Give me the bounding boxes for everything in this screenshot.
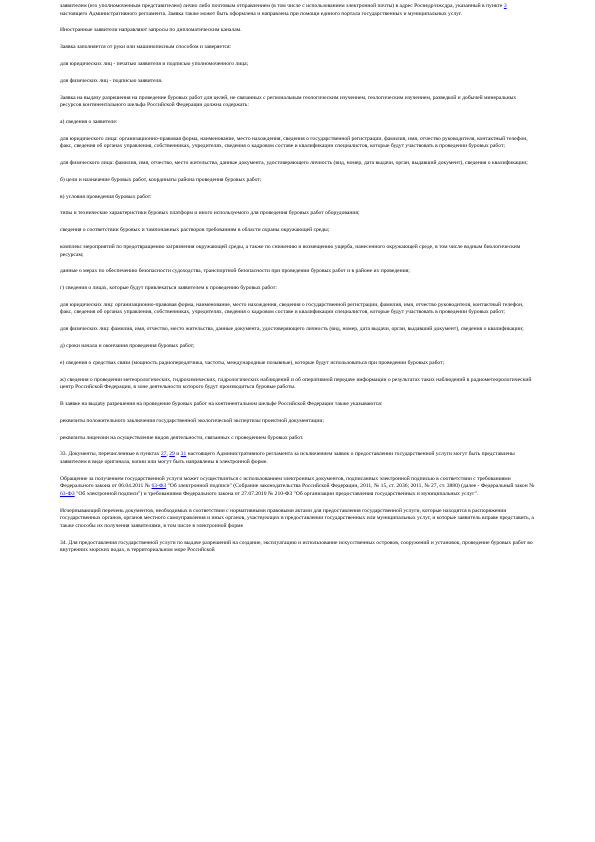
paragraph-text: в) условия проведения буровых работ: bbox=[60, 193, 152, 200]
paragraph bbox=[60, 177, 535, 185]
paragraph-text: 34. Для предоставления государственной услуги по выдаче разрешений на создание, эксплуатацию и использование искусственных островов, сооружений и установок, проведение буровых работ во внутренних морских водах, в территориальном море Российской bbox=[60, 539, 533, 554]
paragraph bbox=[60, 78, 535, 86]
paragraph-text: реквизиты лицензии на осуществление видов деятельности, связанных с проведением буровых работ. bbox=[60, 434, 304, 441]
paragraph bbox=[60, 95, 535, 110]
paragraph-text: Исчерпывающий перечень документов, необходимых в соответствии с нормативными правовыми актами для предоставления государственной услуги, которые находятся в распоряжении государственных органов, органов местного самоуправления и иных органов, участвующих в предоставлении государственных или муниципальных услуг, и которые заявитель вправе представить, а также способы их получения заявителями, в том числе в электронной форме bbox=[60, 507, 534, 529]
paragraph bbox=[60, 418, 535, 426]
paragraph-text: Заявка заполняется от руки или машинописным способом и заверяется: bbox=[60, 44, 232, 51]
paragraph bbox=[60, 343, 535, 351]
paragraph-text: для физического лица: фамилия, имя, отчество, место жительства, данные документа, удостоверяющего личность (вид, номер, дата выдачи, орган, выдавший документ), сведения о квалификации; bbox=[60, 160, 528, 167]
paragraph bbox=[60, 27, 535, 35]
paragraph bbox=[60, 210, 535, 218]
paragraph bbox=[60, 377, 535, 392]
paragraph bbox=[60, 194, 535, 202]
paragraph-text: заявителем (его уполномоченным представителем) лично либо почтовым отправлением (в том числе с использованием электронной почты) в адрес Роснедр/нжсдра, указанный в пункте bbox=[60, 3, 504, 9]
paragraph-text: д) сроки начала и окончания проведения буровых работ; bbox=[60, 343, 195, 350]
paragraph-text: В заявке на выдачу разрешения на проведение буровых работ на континентальном шельфе Российской Федерации также указываются: bbox=[60, 400, 383, 407]
paragraph-text: для юридических лиц: организационно-правовая форма, наименование, место нахождения, сведения о государственной регистрации, фамилия, имя, отчество руководителя, контактный телефон, факс, сведения об органах управления, собственниках, учредителях, сведения о кадровом составе и квалификации специалистов, которые будут участвовать в проведении буровых работ; bbox=[60, 301, 524, 316]
paragraph bbox=[60, 61, 535, 69]
paragraph-text: "Об электронной подписи") и требованиями Федерального закона от 27.07.2010 № 210-ФЗ "Об организации предоставления государственных и муниципальных услуг". bbox=[74, 490, 479, 497]
paragraph bbox=[60, 401, 535, 409]
paragraph-text: ж) сведения о проведении метеорологических, гидрохимических, гидрологических наблюдений и об оперативной передаче информации о результатах таких наблюдений в радиометеорологический центр Российской Федерации, в зоне деятельности которого будут производиться буровые работы. bbox=[60, 376, 532, 391]
paragraph bbox=[60, 44, 535, 52]
paragraph bbox=[60, 326, 535, 334]
paragraph bbox=[60, 119, 535, 127]
paragraph bbox=[60, 285, 535, 293]
cross-reference-link[interactable]: 27 bbox=[160, 451, 167, 458]
paragraph-text: реквизиты положительного заключения государственной экологической экспертизы проектной документации; bbox=[60, 417, 324, 424]
paragraph bbox=[60, 508, 535, 531]
paragraph-text: и bbox=[174, 451, 181, 458]
paragraph-text: Заявка на выдачу разрешения на проведение буровых работ для целей, не связанных с региональным геологическим изучением, геологическим изучением, разведкой и добычей минеральных ресурсов континентального шельфа Российской Федерации должна содержать: bbox=[60, 94, 517, 109]
cross-reference-link[interactable]: 29 bbox=[169, 451, 175, 458]
paragraph-text: 33. Документы, перечисленные в пунктах bbox=[60, 451, 161, 458]
paragraph-text: для юридического лица: организационно-правовая форма, наименование, место нахождения, сведения о государственной регистрации, фамилия, имя, отчество руководителя, контактный телефон, факс, сведения об органах управления, собственниках, учредителях, сведения о кадровом составе и квалификации специалистов, которые будут участвовать в проведении буровых работ; bbox=[60, 135, 528, 150]
paragraph bbox=[60, 360, 535, 368]
paragraph-text: Иностранные заявители направляют запросы по дипломатическим каналам. bbox=[60, 27, 242, 34]
cross-reference-link[interactable]: 63-ФЗ bbox=[60, 490, 75, 497]
paragraph-text: сведения о соответствии буровых и тампонажных растворов требованиям в области охраны окружающей среды; bbox=[60, 227, 330, 234]
paragraph-text: а) сведения о заявителе: bbox=[60, 118, 118, 125]
paragraph bbox=[60, 227, 535, 235]
paragraph-text: настоящего Административного регламента за исключением заявок о предоставлении государственной услуги могут быть представлены заявителем в виде оригинала, копии или могут быть направлены в электронной форме. bbox=[60, 451, 515, 465]
paragraph bbox=[60, 435, 535, 443]
paragraph bbox=[60, 136, 535, 151]
paragraph-text: для юридических лиц - печатью заявителя и подписью уполномоченного лица; bbox=[60, 60, 249, 67]
paragraph-text: типы и технические характеристики буровых платформ и иного используемого для проведения буровых работ оборудования; bbox=[60, 210, 360, 217]
paragraph-text: "Об электронной подписи" (Собрание законодательства Российской Федерации, 2011, № 15, ст. 2036; 2011, № 27, ст. 3880) (далее - Федеральный закон № bbox=[166, 483, 535, 490]
paragraph-text: Обращение за получением государственной услуги может осуществляться с использованием электронных документов, подписанных электронной подписью в соответствии с требованиями Федерального закона от 06.04.2011 № bbox=[60, 475, 511, 490]
paragraph bbox=[60, 244, 535, 259]
paragraph-text: г) сведения о лицах, которые будут привлекаться заявителем к проведению буровых работ: bbox=[60, 285, 277, 292]
paragraph-text: данные о мерах по обеспечению безопасности судоходства, транспортной безопасности при проведении буровых работ и в районе их проведения; bbox=[60, 268, 410, 275]
paragraph bbox=[60, 451, 535, 466]
paragraph-text: настоящего Административного регламента. Заявка также может быть оформлена и направлена при помощи единого портала государственных и муниципальных услуг. bbox=[60, 10, 462, 17]
paragraph bbox=[60, 160, 535, 168]
paragraph-text: , bbox=[166, 451, 170, 458]
cross-reference-link[interactable]: 63-ФЗ bbox=[151, 483, 167, 490]
paragraph-text: б) цели и назначение буровых работ, координаты района проведения буровых работ; bbox=[60, 176, 262, 183]
paragraph-text: комплекс мероприятий по предотвращению загрязнения окружающей среды, а также по снижению и возмещению ущерба, нанесенного окружающей среде, в том числе водным биологическим ресурсам; bbox=[60, 243, 521, 258]
paragraph-text: для физических лиц: фамилия, имя, отчество, место жительства, данные документа, удостоверяющего личность (вид, номер, дата выдачи, орган, выдавший документ), сведения о квалификации; bbox=[60, 326, 524, 333]
paragraph bbox=[60, 540, 535, 555]
paragraph-text: е) сведения о средствах связи (мощность радиопередатчика, частоты, международные позывные), которые будут использоваться при проведении буровых работ; bbox=[60, 359, 445, 366]
paragraph bbox=[60, 476, 535, 499]
paragraph-text: для физических лиц - подписью заявителя. bbox=[60, 77, 163, 84]
paragraph bbox=[60, 268, 535, 276]
paragraph bbox=[60, 3, 535, 18]
cross-reference-link[interactable]: 31 bbox=[180, 451, 187, 458]
paragraph bbox=[60, 302, 535, 317]
cross-reference-link[interactable]: 3 bbox=[503, 3, 507, 9]
